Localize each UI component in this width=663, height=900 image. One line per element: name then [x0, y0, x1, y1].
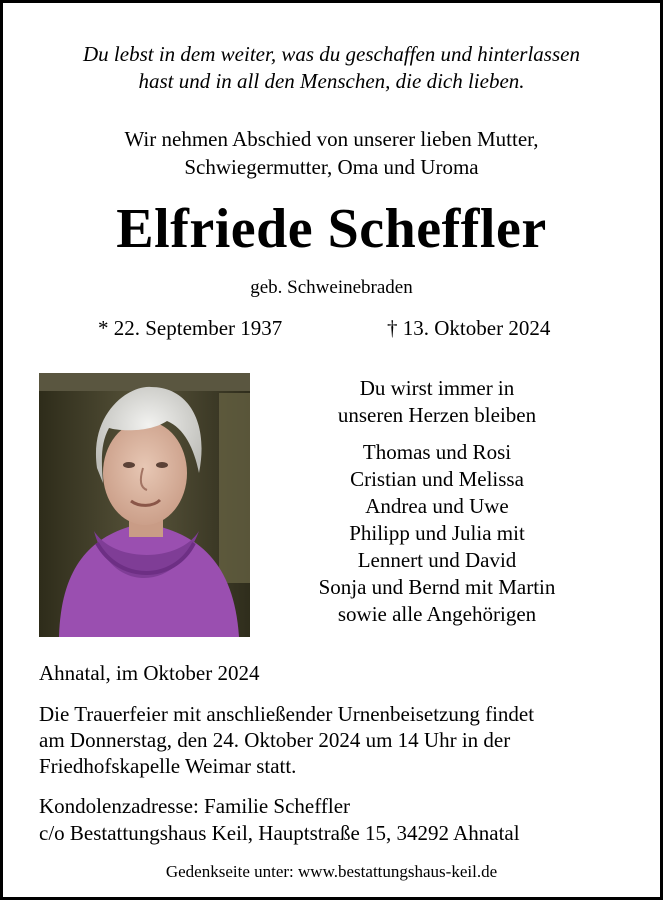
motto-quote	[3, 41, 660, 95]
mourner-entry: Philipp und Julia mit	[349, 521, 525, 545]
intro-line-2: Schwiegermutter, Oma und Uroma	[184, 155, 479, 179]
motto-line-1: Du lebst in dem weiter, was du geschaffen und hinterlassen	[83, 42, 580, 66]
farewell-intro	[3, 125, 660, 181]
family-block	[278, 375, 596, 628]
portrait-photo	[39, 373, 250, 637]
mourners-list	[278, 439, 596, 628]
condolence-address	[39, 793, 520, 847]
mourner-entry: sowie alle Angehörigen	[337, 602, 537, 626]
memorial-page-link: Gedenkseite unter: www.bestattungshaus-keil.de	[165, 862, 498, 881]
mourner-entry: Sonja und Bernd mit Martin	[318, 575, 556, 599]
intro-line-1: Wir nehmen Abschied von unserer lieben Mutter,	[124, 127, 539, 151]
funeral-service-info	[39, 701, 639, 779]
portrait-illustration	[39, 373, 250, 637]
death-date: † 13. Oktober 2024	[387, 316, 551, 340]
deceased-name: Elfriede Scheffler	[116, 198, 547, 260]
birth-date: * 22. September 1937	[98, 316, 283, 340]
remembrance-line: unseren Herzen bleiben	[337, 403, 537, 427]
mourner-entry: Lennert und David	[357, 548, 517, 572]
mourner-entry: Andrea und Uwe	[365, 494, 509, 518]
condolence-line: c/o Bestattungshaus Keil, Hauptstraße 15, 34292 Ahnatal	[39, 821, 520, 845]
place-date: Ahnatal, im Oktober 2024	[39, 661, 260, 685]
mourner-entry: Thomas und Rosi	[362, 440, 512, 464]
maiden-name: geb. Schweinebraden	[250, 277, 413, 298]
motto-line-2: hast und in all den Menschen, die dich lieben.	[138, 69, 525, 93]
condolence-line: Kondolenzadresse: Familie Scheffler	[39, 794, 351, 818]
service-line: Die Trauerfeier mit anschließender Urnenbeisetzung findet	[39, 702, 535, 726]
mourner-entry: Cristian und Melissa	[350, 467, 524, 491]
service-line: am Donnerstag, den 24. Oktober 2024 um 14 Uhr in der	[39, 728, 511, 752]
remembrance-text	[278, 375, 596, 429]
remembrance-line: Du wirst immer in	[359, 376, 515, 400]
service-line: Friedhofskapelle Weimar statt.	[39, 754, 297, 778]
